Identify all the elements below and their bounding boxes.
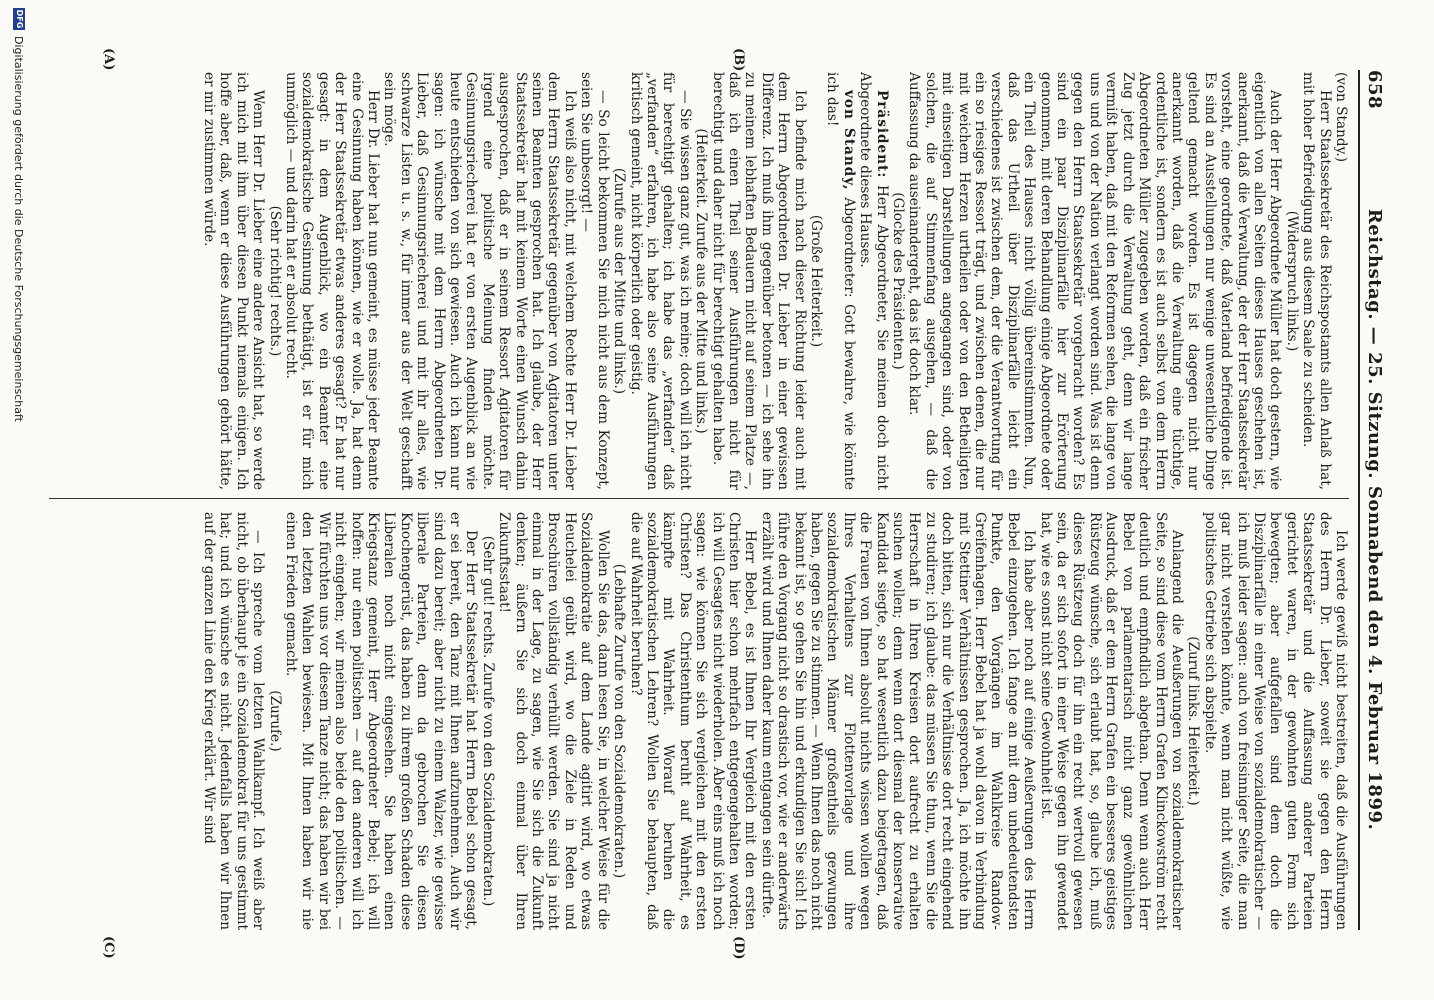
left-column-paragraph: (Glocke des Präsidenten.) xyxy=(890,192,907,370)
right-column-paragraph: Ich werde gewiß nicht bestreiten, daß die Ausführungen des Herrn Dr. Lieber, soweit sie gegen den Herrn Staatssekretär und die Auffassung anderer Parteien gerichtet waren, in der gewohnten guten Form sich bewegten; aber aufgefallen sind dem doch die Disziplinarfälle in einer Weise von sozialdemokratischer — ich muß leider sagen: auch von freisinniger Seite, die man gar nicht verstehen könnte, wenn man nicht wüßte, wie politisches Getriebe sich abspielte. xyxy=(1201,512,1349,930)
right-column-paragraph: (Sehr gut! rechts. Zurufe von den Sozialdemokraten.) xyxy=(479,535,496,907)
left-column-paragraph: (von Standy.) xyxy=(1333,72,1349,163)
margin-mark-b: (B) xyxy=(731,48,746,72)
paragraph-text: Herr Abgeordneter, Sie meinen doch nicht Abgeordnete dieses Hauses. xyxy=(857,72,890,490)
page-header xyxy=(1364,70,1394,930)
left-column-paragraph: Wenn Herr Dr. Lieber eine andere Ansicht hat, so werde ich mich mit ihm über diesen Punkt niemals einigen. Ich hoffe aber, daß, wenn er diese Ausführungen gehört hätte, er mir zustimmen würde. xyxy=(200,72,267,490)
digitization-credit-text: Digitalisierung gefördert durch die Deutsche Forschungsgemeinschaft xyxy=(12,36,26,422)
left-column-paragraph: (Widerspruch links.) xyxy=(1283,210,1300,352)
digitization-credit xyxy=(4,0,34,1000)
left-column-paragraph xyxy=(824,72,857,490)
right-column-paragraph: (Lebhafte Zurufe von den Sozialdemokraten.) xyxy=(611,563,628,879)
right-column-paragraph: — Ich spreche vom letzten Wahlkampf. Ich weiß aber nicht, ob überhaupt je ein Sozialdemokrat für uns gestimmt hat; und ich wünsche es nicht. Jedenfalls haben wir Ihnen auf der ganzen Linie den Krieg erklärt. Wir sind xyxy=(200,512,267,930)
right-text-column xyxy=(94,512,1349,930)
right-column-paragraph: Herr Bebel, es ist Ihnen Ihr Vergleich mit den ersten Christen hier schon mehrfach entgegengehalten worden; ich will Gesagtes nicht wiederholen. Aber eins muß ich noch sagen: wie können Sie sich vergleichen mit den ersten Christen? Das Christenthum beruht auf Wahrheit, es kämpfte mit Wahrheit. Worauf beruhen die sozialdemokratischen Lehren? Wollen Sie behaupten, daß die auf Wahrheit beruhen? xyxy=(627,512,759,930)
left-column-paragraph: (Heiterkeit. Zurufe aus der Mitte und links.) xyxy=(693,128,710,434)
left-column-paragraph: (Große Heiterkeit.) xyxy=(808,214,824,348)
right-column-paragraph: Der Herr Staatssekretär hat Herrn Bebel schon gesagt, er sei bereit, den Tanz mit Ihnen aufzunehmen. Auch wir sind dazu bereit; aber nicht zu einem Walzer, wie gewisse liberale Parteien, denn da gebrochen Sie diesen Knochengerüst, das haben zu ihrem großen Schaden diese Liberalen noch nicht eingesehen. Sie haben einen Kriegstanz gemeint, Herr Abgeordneter Bebel; ich will hoffen: nur einen politischen — auf den anderen will ich nicht eingehen; wir meinen also beide den politischen. — Wir fürchten uns vor diesem Tanze nicht; das haben wir bei den letzten Wahlen bewiesen. Mit Ihnen haben wir nie einen Frieden gemacht. xyxy=(283,512,480,930)
dfg-logo: DFG xyxy=(15,9,24,29)
left-text-column xyxy=(94,72,1349,490)
left-column-paragraph: Herr Dr. Lieber hat nun gemeint, es müsse jeder Beamte eine Gesinnung haben können, wie er wolle. Ja, hat denn der Herr Staatssekretär etwas anderes gesagt? Er hat nur gesagt: in dem Augenblick, wo ein Beamter eine sozialdemokratische Gesinnung bethätigt, ist er für mich unmöglich — und darin hat er absolut recht. xyxy=(283,72,382,490)
left-column-paragraph: — So leicht bekommen Sie mich nicht aus dem Konzept, seien Sie unbesorgt! — xyxy=(578,72,611,490)
left-column-paragraph: Auch der Herr Abgeordnete Müller hat doch gestern, wie eigentlich von allen Seiten dieses Hauses geschehen ist, anerkannt, daß die Verwaltung, der der Herr Staatssekretär vorsteht, eine geordnete, daß Vaterland befriedigende ist. Es sind an Ausstellungen nur wenige unwesentliche Dinge geltend gemacht worden. Es ist dagegen nicht nur anerkannt worden, daß die Verwaltung eine tüchtige, ordentliche ist, sondern es ist auch selbst von dem Herrn Abgeordneten Müller zugegeben worden, daß ein frischer Zug jetzt durch die Verwaltung geht, denn wir lange vermißt haben, daß mit den Reformen sehen, die lange von uns und von der Nation verlangt worden sind. Was ist denn gegen den Herrn Staatssekretär vorgebracht worden? Es sind ein paar Disziplinarfälle hier zur Erörterung genommen, mit deren Behandlung einige Abgeordnete oder ein Theil des Hauses nicht völlig übereinstimmten. Nun, daß das Urtheil über Disziplinarfälle leicht ein verschiedenes ist zwischen dem, der die Verantwortung für ein so riesiges Ressort trägt, und zwischen denen, die nur mit weichem Herzen urtheilen oder von den Betheiligten mit einseitigen Darstellungen angegangen sind, oder von solchen, die auf Stimmenfang ausgehen, — daß die Auffassung da auseinandergeht, das ist doch klar. xyxy=(906,72,1284,490)
margin-mark-d: (D) xyxy=(731,936,746,960)
left-column-paragraph: (Zurufe aus der Mitte und links.) xyxy=(611,167,628,395)
left-column-paragraph: Herr Staatssekretär des Reichspostamts allen Anlaß hat, mit hoher Befriedigung aus diesem Saale zu scheiden. xyxy=(1300,72,1333,490)
right-column-paragraph: (Zuruf links. Heiterkeit.) xyxy=(1185,636,1202,806)
right-column-paragraph: Wollen Sie das, dann lesen Sie, in welcher Weise für die Sozialdemokratie auf dem Lande agitirt wird, wo etwas Heuchelei geübt wird, wo die Ziele in Reden und Broschüren vollständig verhüllt werden. Sie sind ja nicht einmal in der Lage, zu sagen, wie Sie sich die Zukunft denken; äußern Sie sich doch einmal über Ihren Zukunftsstaat! xyxy=(496,512,611,930)
margin-mark-c: (C) xyxy=(101,936,116,959)
left-column-paragraph xyxy=(857,72,890,490)
right-column-paragraph: Anlangend die Aeußerungen von sozialdemokratischer Seite, so sind diese vom Herrn Grafen Klinckowström recht deutlich und empfindlich abgethan. Denn wenn auch Herr Bebel von parlamentarisch nicht ganz gewöhnlichen Ausdruck, daß er dem Herrn Grafen ein besseres geistiges Rüstzeug wünsche, sich erlaubt hat, so, glaube ich, muß dieses Rüstzeug doch für ihn ein recht wertvoll gewesen sein, da er sich sofort in einer Weise gegen ihn gewendet hat, wie es sonst nicht seine Gewohnheit ist. xyxy=(1037,512,1185,930)
column-divider xyxy=(49,498,1349,499)
left-column-paragraph: Ich weiß also nicht, mit welchem Rechte Herr Dr. Lieber dem Herrn Staatssekretär gegenüber von Agitatoren unter seinen Beamten gesprochen hat. Ich glaube, der Herr Staatssekretär hat mit keinem Worte einen Wunsch dahin ausgesprochen, daß er in seinem Ressort Agitatoren für irgend eine politische Meinung finden möchte. Gesinnungsriecherei hat er von ersten Augenblick an wie heute entschieden von sich gewiesen. Auch ich kann nur sagen: ich wünsche mit dem Herrn Abgeordneten Dr. Lieber, daß Gesinnungsriecherei und mit ihr alles, wie schwarze Listen u. s. w., für immer aus der Welt geschafft sein möge. xyxy=(381,72,578,490)
header-rule xyxy=(1358,70,1360,930)
page-title: Reichstag. — 25. Sitzung. Sonnabend den 4. Februar 1899. xyxy=(1364,208,1385,831)
right-column-paragraph: (Zurufe.) xyxy=(266,690,283,752)
left-column-paragraph: — Sie wissen ganz gut, was ich meine; doch will ich nicht für berechtigt gehalten; ich habe das „verfanden“ daß „verfanden“ erfahren, ich habe also seine Ausführungen kritisch gemeint, nicht körperlich oder geistig. xyxy=(627,72,693,490)
right-column-paragraph: Ich habe aber noch auf einige Aeußerungen des Herrn Bebel einzugehen. Ich fange an mit dem unbedeutendsten Punkte, den Vorgängen im Wahlkreise Randow-Greifenhagen. Herr Bebel hat ja wohl davon in Verbindung mit Stettiner Verhältnissen gesprochen. Ja, ich möchte ihn doch bitten, sich nur die Verhältnisse dort recht eingehend zu studiren; ich glaube: das müssen Sie thun, wenn Sie die Herrschaft in Ihren Kreisen dort aufrecht zu erhalten suchen wollen; denn wenn dort diesmal der konservative Kandidat siegte, so hat wesentlich dazu beigetragen, daß die Frauen von Ihnen absolut nichts wissen wollen wegen Ihres Verhaltens zur Flottenvorlage und ihre sozialdemokratischen Männer großentheils gezwungen haben, gegen Sie zu stimmen. — Wenn Ihnen das noch nicht bekannt ist, so gehen Sie hin und erkundigen Sie sich! Ich führe den Vorgang nicht so drastisch vor, wie er anderwärts erzählt wird und Ihnen daher kaum entgangen sein dürfte. xyxy=(758,512,1038,930)
speaker-name: Präsident: xyxy=(873,90,890,179)
speaker-name: von Standy, xyxy=(840,90,857,191)
margin-mark-a: (A) xyxy=(101,48,116,71)
left-column-paragraph: Ich befinde mich nach dieser Richtung leider auch mit dem Herrn Abgeordneten Dr. Lieber in einer gewissen Differenz. Ich muß ihm gegenüber betonen — ich sehe ihn zu meinem lebhaften Bedauern nicht auf seinem Platze —, daß ich einen Theil seiner Ausführungen nicht für berechtigt und daher nicht für berechtigt gehalten habe. xyxy=(709,72,808,490)
paragraph-text: Abgeordneter: Gott bewahre, wie könnte ich das! xyxy=(824,72,857,490)
left-column-paragraph: (Sehr richtig! rechts.) xyxy=(266,205,283,357)
page-number: 658 xyxy=(1364,70,1385,110)
